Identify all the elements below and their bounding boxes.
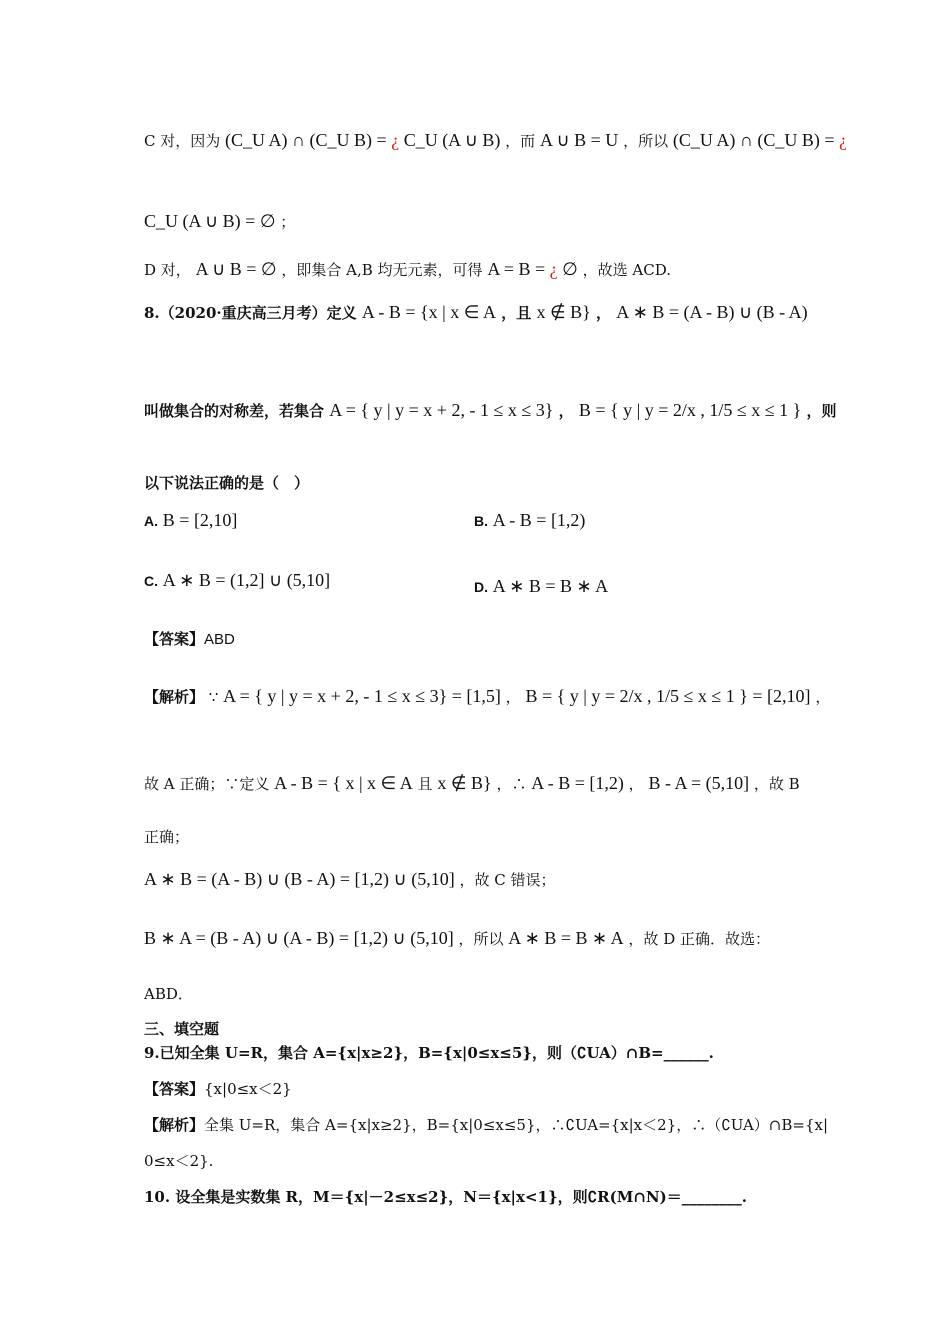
- analysis-end: ，: [815, 688, 831, 706]
- l2-def: A - B = { x | x ∈ A: [274, 773, 413, 793]
- l2-comma: ，: [628, 775, 644, 793]
- q9-stem: 9.已知全集 U=R，集合 A={x|x≥2}，B={x|0≤x≤5}，则（∁UA）∩B=______.: [144, 1044, 714, 1062]
- q8-analysis-line-3: 正确；: [144, 828, 190, 846]
- d-mid: ，即集合 A,B 均无元素，可得: [281, 261, 483, 279]
- q8-stem-line-2: [144, 400, 837, 421]
- option-c-formula: A ∗ B = (1,2] ∪ (5,10]: [162, 570, 331, 590]
- d-formula-3: ∅: [557, 259, 578, 279]
- option-b-label: B.: [474, 513, 488, 529]
- q8-analysis-line-1: [144, 686, 830, 707]
- option-b-formula: A - B = [1,2): [492, 510, 586, 530]
- q8-symmetric-def: A ∗ B = (A - B) ∪ (B - A): [616, 302, 808, 322]
- section-title: 三、填空题: [144, 1020, 220, 1038]
- d-formula-2: A = B =: [487, 259, 550, 279]
- option-c-continuation: [144, 211, 295, 232]
- l5-formula: B ∗ A = (B - A) ∪ (A - B) = [1,2) ∪ (5,10]: [144, 928, 454, 948]
- analysis-sep: ，: [505, 688, 521, 706]
- q9-answer-value: {x|0≤x＜2}: [204, 1080, 292, 1098]
- analysis-tag: 【解析】: [144, 688, 205, 706]
- q8-set-a: A = { y | y = x + 2, - 1 ≤ x ≤ 3}: [329, 400, 554, 420]
- c-formula-2: C_U (A ∪ B): [399, 130, 501, 150]
- c-formula-4: (C_U A) ∩ (C_U B) =: [672, 130, 840, 150]
- q8-option-d: [474, 576, 608, 597]
- l2-and: 且: [417, 775, 433, 793]
- q9-answer-tag: 【答案】: [144, 1080, 205, 1098]
- analysis-set-a: A = { y | y = x + 2, - 1 ≤ x ≤ 3} = [1,5]: [223, 686, 501, 706]
- answer-value: ABD: [204, 631, 235, 648]
- d-formula-1: A ∪ B = ∅: [195, 259, 277, 279]
- l2-formula-2: B - A = (5,10]: [648, 773, 750, 793]
- q8-stem-line-1: [144, 302, 808, 323]
- l2-prefix: 故 A 正确；∵定义: [144, 775, 270, 793]
- q9-analysis-text: 全集 U=R，集合 A={x|x≥2}，B={x|0≤x≤5}，∴∁UA={x|x＜2}，∴（∁UA）∩B={x|: [204, 1116, 829, 1134]
- q8-sep: ，: [558, 402, 574, 420]
- l4-end: ，故 C 错误；: [459, 871, 556, 889]
- c-formula-5: C_U (A ∪ B) = ∅: [144, 211, 276, 231]
- answer-tag: 【答案】: [144, 630, 205, 648]
- c-formula-3: A ∪ B = U: [539, 130, 619, 150]
- q9-analysis-tag: 【解析】: [144, 1116, 205, 1134]
- option-c-analysis-line: [144, 130, 847, 151]
- c2-end: ；: [280, 213, 296, 231]
- garbled-char: ¿: [391, 130, 400, 150]
- q9-answer-line: [144, 1078, 292, 1099]
- option-a-label: A.: [144, 513, 158, 529]
- q8-answer-line: [144, 628, 235, 649]
- q8-set-b: B = { y | y = 2/x , 1/5 ≤ x ≤ 1 }: [578, 400, 802, 420]
- because-symbol: ∵: [208, 688, 219, 706]
- q10-stem: 10. 设全集是实数集 R，M＝{x|－2≤x≤2}，N＝{x|x<1}，则∁R(M∩N)＝________.: [144, 1188, 747, 1206]
- q8-option-b: [474, 510, 585, 531]
- option-d-analysis-line: [144, 259, 671, 280]
- l4-formula: A ∗ B = (A - B) ∪ (B - A) = [1,2) ∪ (5,10]: [144, 869, 455, 889]
- option-d-formula: A ∗ B = B ∗ A: [492, 576, 609, 596]
- option-d-label: D.: [474, 579, 488, 595]
- q8-line2-prefix: 叫做集合的对称差，若集合: [144, 402, 325, 420]
- d-end: ，故选 ACD.: [582, 261, 671, 279]
- c-conj: ，而: [505, 132, 536, 150]
- q8-analysis-line-6: ABD．: [144, 985, 193, 1003]
- q8-difference-def: A - B = {x | x ∈ A: [361, 302, 496, 322]
- l2-therefore: ，∴: [496, 775, 527, 793]
- l2-end: ，故 B: [753, 775, 800, 793]
- q8-option-a: [144, 510, 237, 531]
- garbled-char: ¿: [549, 259, 558, 279]
- option-a-formula: B = [2,10]: [162, 510, 238, 530]
- c-so: ，所以: [623, 132, 669, 150]
- garbled-char: ¿: [839, 130, 848, 150]
- q8-analysis-line-4: [144, 869, 556, 890]
- q8-then: ，则: [806, 402, 837, 420]
- q8-option-c: [144, 570, 330, 591]
- q8-number: 8.（2020·重庆高三月考）定义: [144, 304, 357, 322]
- l5-formula-2: A ∗ B = B ∗ A: [508, 928, 624, 948]
- l2-def-2: x ∉ B}: [437, 773, 492, 793]
- q8-difference-def-2: x ∉ B}: [536, 302, 591, 322]
- c-prefix: C 对，因为: [144, 132, 221, 150]
- q8-comma: ，: [596, 304, 612, 322]
- q8-and: ，且: [501, 304, 532, 322]
- l5-end: ，故 D 正确．故选：: [628, 930, 770, 948]
- l5-mid: ，所以: [458, 930, 504, 948]
- c-formula-1: (C_U A) ∩ (C_U B) =: [225, 130, 392, 150]
- q8-stem-line-3: 以下说法正确的是（ ）: [144, 474, 310, 492]
- l2-formula-1: A - B = [1,2): [531, 773, 624, 793]
- analysis-set-b: B = { y | y = 2/x , 1/5 ≤ x ≤ 1 } = [2,10]: [525, 686, 811, 706]
- q8-analysis-line-2: [144, 773, 800, 794]
- q9-analysis-line-1: [144, 1114, 828, 1135]
- q8-analysis-line-5: [144, 928, 770, 949]
- q9-analysis-line-2: 0≤x＜2}.: [144, 1152, 214, 1170]
- option-c-label: C.: [144, 573, 158, 589]
- d-prefix: D 对，: [144, 261, 191, 279]
